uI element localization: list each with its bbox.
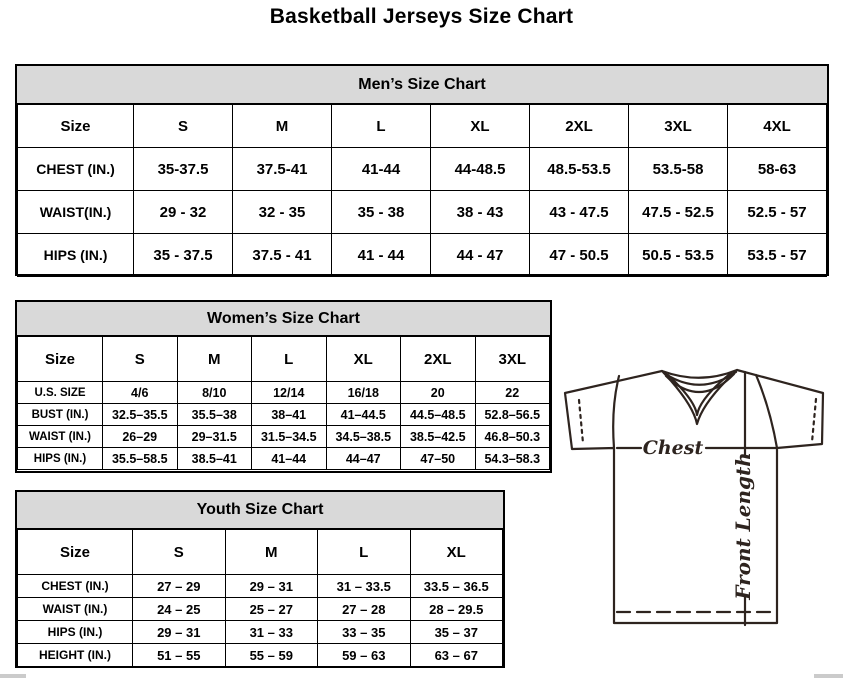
size-value: 52.5 - 57	[728, 191, 827, 234]
size-value: 29–31.5	[177, 426, 252, 448]
mens-size-chart-title: Men’s Size Chart	[17, 66, 827, 104]
size-value: 37.5-41	[233, 148, 332, 191]
womens-size-table	[17, 336, 550, 470]
jersey-measurement-diagram	[555, 360, 843, 679]
table-row	[18, 575, 503, 598]
youth-size-chart-panel	[15, 490, 505, 668]
size-value: 41–44.5	[326, 404, 401, 426]
size-value: 38.5–42.5	[401, 426, 476, 448]
column-header: 3XL	[629, 105, 728, 148]
column-header: XL	[410, 530, 503, 575]
row-label: WAIST(IN.)	[18, 191, 134, 234]
size-value: 27 – 28	[318, 598, 411, 621]
size-value: 4/6	[103, 382, 178, 404]
column-header: Size	[18, 337, 103, 382]
row-label: WAIST (IN.)	[18, 426, 103, 448]
size-value: 35-37.5	[134, 148, 233, 191]
table-row	[18, 404, 550, 426]
size-value: 44–47	[326, 448, 401, 470]
page-title: Basketball Jerseys Size Chart	[269, 5, 574, 28]
table-header-row	[18, 337, 550, 382]
size-value: 32 - 35	[233, 191, 332, 234]
size-value: 47–50	[401, 448, 476, 470]
row-label: CHEST (IN.)	[18, 148, 134, 191]
size-value: 12/14	[252, 382, 327, 404]
column-header: M	[177, 337, 252, 382]
column-header: L	[318, 530, 411, 575]
row-label: HEIGHT (IN.)	[18, 644, 133, 667]
table-row	[18, 234, 827, 277]
size-value: 26–29	[103, 426, 178, 448]
table-header-row	[18, 530, 503, 575]
column-header: S	[133, 530, 226, 575]
front-length-label: Front Length	[731, 452, 755, 600]
column-header: L	[252, 337, 327, 382]
size-value: 38–41	[252, 404, 327, 426]
size-value: 29 – 31	[225, 575, 318, 598]
size-value: 31.5–34.5	[252, 426, 327, 448]
size-value: 63 – 67	[410, 644, 503, 667]
horizontal-scrollbar-fragment-right[interactable]	[814, 674, 843, 678]
size-value: 46.8–50.3	[475, 426, 550, 448]
size-value: 35.5–58.5	[103, 448, 178, 470]
horizontal-scrollbar-fragment-left[interactable]	[0, 674, 26, 678]
column-header: S	[134, 105, 233, 148]
table-row	[18, 426, 550, 448]
column-header: S	[103, 337, 178, 382]
size-value: 35 - 38	[332, 191, 431, 234]
size-value: 35 - 37.5	[134, 234, 233, 277]
row-label: U.S. SIZE	[18, 382, 103, 404]
size-value: 28 – 29.5	[410, 598, 503, 621]
size-value: 33.5 – 36.5	[410, 575, 503, 598]
table-row	[18, 621, 503, 644]
size-value: 31 – 33	[225, 621, 318, 644]
size-value: 51 – 55	[133, 644, 226, 667]
size-value: 41-44	[332, 148, 431, 191]
row-label: HIPS (IN.)	[18, 448, 103, 470]
size-value: 8/10	[177, 382, 252, 404]
size-value: 16/18	[326, 382, 401, 404]
size-value: 54.3–58.3	[475, 448, 550, 470]
table-row	[18, 448, 550, 470]
mens-size-chart-panel	[15, 64, 829, 276]
youth-size-table	[17, 529, 503, 667]
chest-label: Chest	[642, 437, 704, 459]
size-value: 43 - 47.5	[530, 191, 629, 234]
table-row	[18, 382, 550, 404]
column-header: XL	[431, 105, 530, 148]
column-header: M	[225, 530, 318, 575]
size-value: 48.5-53.5	[530, 148, 629, 191]
size-value: 44 - 47	[431, 234, 530, 277]
table-row	[18, 598, 503, 621]
table-row	[18, 148, 827, 191]
size-value: 27 – 29	[133, 575, 226, 598]
size-value: 53.5-58	[629, 148, 728, 191]
column-header: Size	[18, 530, 133, 575]
womens-size-chart-panel	[15, 300, 552, 473]
size-value: 29 – 31	[133, 621, 226, 644]
row-label: CHEST (IN.)	[18, 575, 133, 598]
size-value: 41–44	[252, 448, 327, 470]
column-header: XL	[326, 337, 401, 382]
size-value: 24 – 25	[133, 598, 226, 621]
size-value: 47.5 - 52.5	[629, 191, 728, 234]
mens-size-table	[17, 104, 827, 277]
size-value: 33 – 35	[318, 621, 411, 644]
column-header: Size	[18, 105, 134, 148]
size-value: 47 - 50.5	[530, 234, 629, 277]
size-value: 50.5 - 53.5	[629, 234, 728, 277]
size-value: 29 - 32	[134, 191, 233, 234]
size-value: 31 – 33.5	[318, 575, 411, 598]
size-value: 25 – 27	[225, 598, 318, 621]
row-label: HIPS (IN.)	[18, 621, 133, 644]
size-value: 58-63	[728, 148, 827, 191]
size-value: 34.5–38.5	[326, 426, 401, 448]
size-value: 22	[475, 382, 550, 404]
size-value: 41 - 44	[332, 234, 431, 277]
size-value: 55 – 59	[225, 644, 318, 667]
size-value: 37.5 - 41	[233, 234, 332, 277]
size-value: 38 - 43	[431, 191, 530, 234]
row-label: BUST (IN.)	[18, 404, 103, 426]
size-value: 44-48.5	[431, 148, 530, 191]
table-row	[18, 191, 827, 234]
size-value: 52.8–56.5	[475, 404, 550, 426]
column-header: 3XL	[475, 337, 550, 382]
size-value: 35.5–38	[177, 404, 252, 426]
table-header-row	[18, 105, 827, 148]
size-value: 35 – 37	[410, 621, 503, 644]
table-row	[18, 644, 503, 667]
womens-size-chart-title: Women’s Size Chart	[17, 302, 550, 336]
size-value: 38.5–41	[177, 448, 252, 470]
column-header: L	[332, 105, 431, 148]
size-value: 20	[401, 382, 476, 404]
row-label: WAIST (IN.)	[18, 598, 133, 621]
youth-size-chart-title: Youth Size Chart	[17, 492, 503, 529]
column-header: 4XL	[728, 105, 827, 148]
size-value: 53.5 - 57	[728, 234, 827, 277]
column-header: 2XL	[530, 105, 629, 148]
column-header: M	[233, 105, 332, 148]
size-value: 59 – 63	[318, 644, 411, 667]
size-value: 32.5–35.5	[103, 404, 178, 426]
row-label: HIPS (IN.)	[18, 234, 134, 277]
size-value: 44.5–48.5	[401, 404, 476, 426]
column-header: 2XL	[401, 337, 476, 382]
